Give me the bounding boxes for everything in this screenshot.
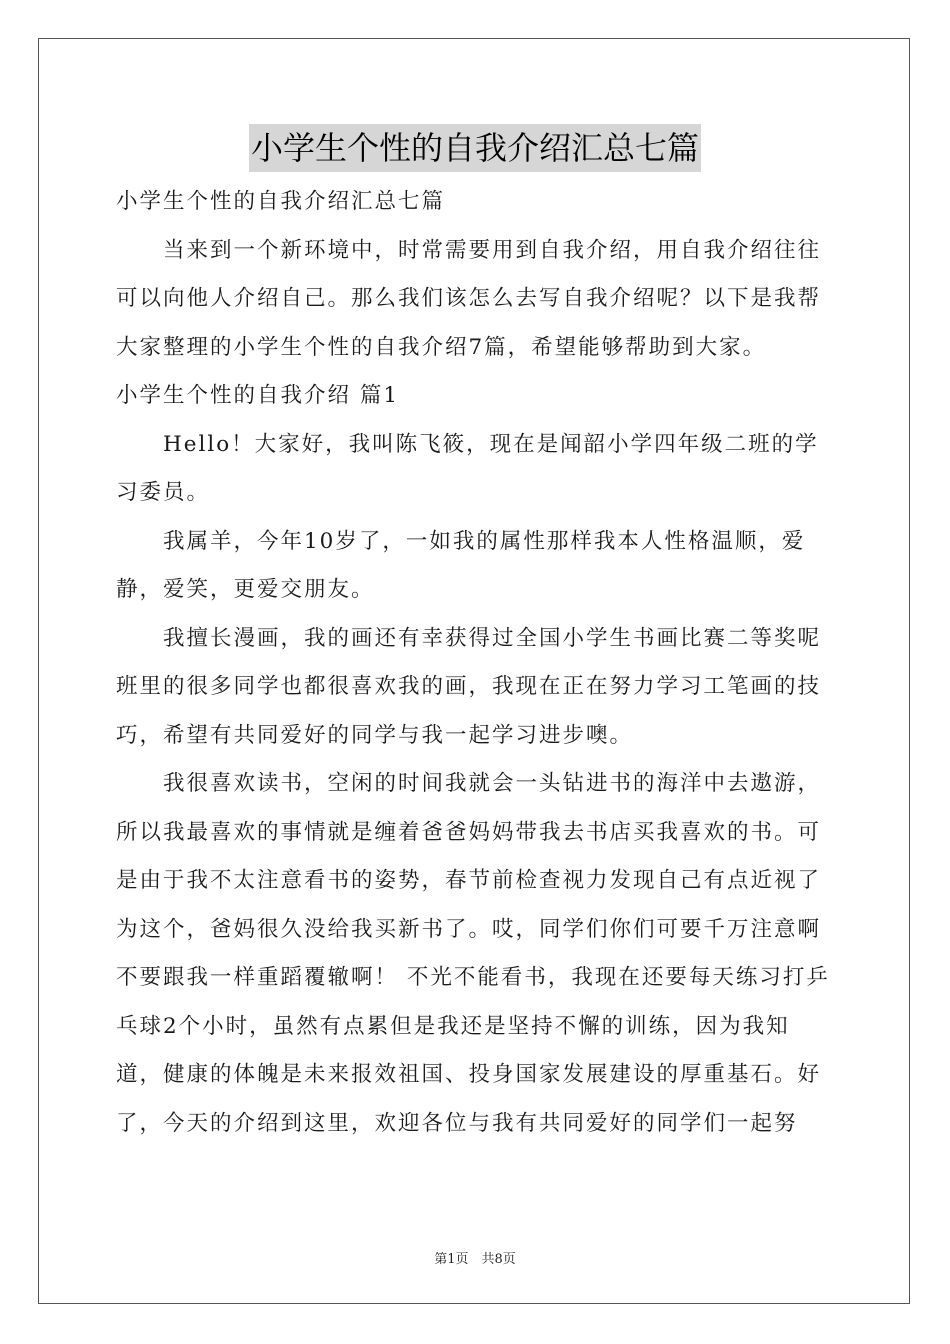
- body-paragraph: 我很喜欢读书，空闲的时间我就会一头钻进书的海洋中去遨游，所以我最喜欢的事情就是缠着爸爸妈妈带我去书店买我喜欢的书。可是由于我不太注意看书的姿势，春节前检查视力发现自己有点近视了为这个，爸妈很久没给我买新书了。哎，同学们你们可要千万注意啊不要跟我一样重蹈覆辙啊！ 不光不能看书，我现在还要每天练习打乒乓球2个小时，虽然有点累但是我还是坚持不懈的训练，因为我知道，健康的体魄是未来报效祖国、投身国家发展建设的厚重基石。好了，今天的介绍到这里，欢迎各位与我有共同爱好的同学们一起努: [116, 771, 830, 1136]
- document-body: [116, 178, 834, 1148]
- page-footer: 第1页 共8页: [434, 1252, 516, 1267]
- section-heading: 小学生个性的自我介绍 篇1: [116, 383, 400, 408]
- body-paragraph: 我擅长漫画，我的画还有幸获得过全国小学生书画比赛二等奖呢班里的很多同学也都很喜欢我的画，我现在正在努力学习工笔画的技巧，希望有共同爱好的同学与我一起学习进步噢。: [116, 625, 822, 748]
- title-container: [0, 124, 950, 172]
- body-paragraph: Hello！大家好，我叫陈飞筱，现在是闻韶小学四年级二班的学习委员。: [116, 431, 819, 505]
- subtitle-line: 小学生个性的自我介绍汇总七篇: [116, 189, 446, 214]
- body-paragraph: 我属羊，今年10岁了，一如我的属性那样我本人性格温顺，爱静，爱笑，更爱交朋友。: [116, 528, 806, 602]
- intro-paragraph: 当来到一个新环境中，时常需要用到自我介绍，用自我介绍往往可以向他人介绍自己。那么我们该怎么去写自我介绍呢？以下是我帮大家整理的小学生个性的自我介绍7篇，希望能够帮助到大家。: [116, 237, 822, 360]
- document-title: 小学生个性的自我介绍汇总七篇: [249, 124, 701, 172]
